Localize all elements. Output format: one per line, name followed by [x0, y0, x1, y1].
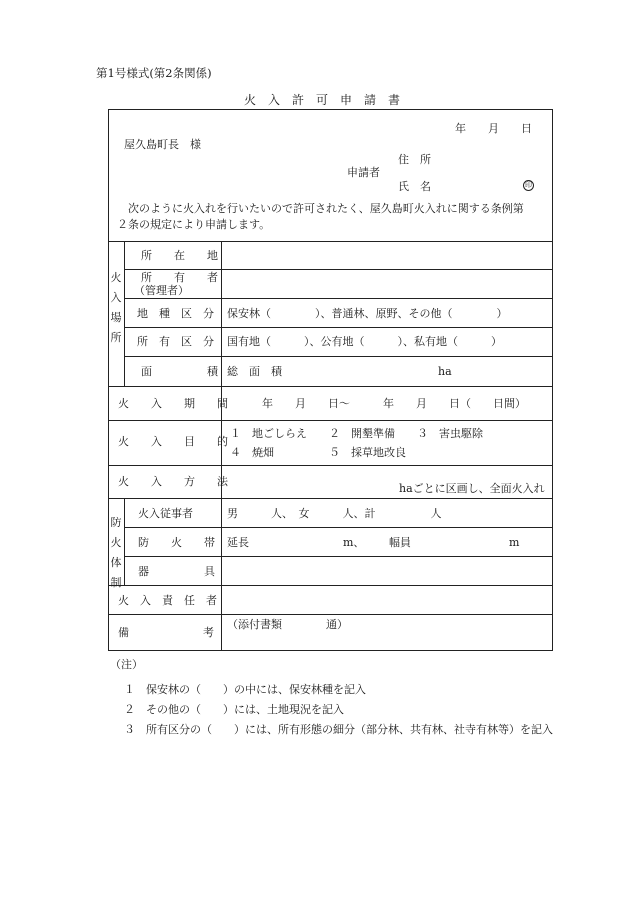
owner-label: 所 有 者 — [141, 271, 218, 284]
remarks-value: （添付書類 通） — [227, 618, 348, 631]
row-divider — [124, 298, 553, 299]
ownership-label: 所 有 区 分 — [137, 335, 214, 348]
row-divider — [124, 269, 553, 270]
name-label: 氏 名 — [398, 180, 431, 193]
row-divider — [108, 386, 553, 387]
row-divider — [108, 585, 553, 586]
note-item: ２ その他の（ ）には、土地現況を記入 — [124, 703, 344, 716]
applicant-label: 申請者 — [347, 166, 380, 179]
land-type-label: 地 種 区 分 — [137, 307, 214, 320]
form-title: 火 入 許 可 申 請 書 — [244, 93, 401, 107]
row-divider — [124, 356, 553, 357]
firebreak-length-unit: m、 — [343, 536, 365, 549]
place-group-label: 火 入 場 所 — [110, 271, 122, 344]
row-divider — [108, 614, 553, 615]
fire-prevention-group-label: 防 火 体 制 — [110, 516, 122, 589]
row-divider — [124, 527, 553, 528]
period-label: 火 入 期 間 — [118, 397, 228, 410]
area-value: 総 面 積 — [227, 365, 282, 378]
purpose-label: 火 入 目 的 — [118, 435, 228, 448]
land-type-value: 保安林（ ）、普通林、原野、その他（ ） — [227, 307, 508, 320]
area-unit: ha — [438, 365, 452, 378]
purpose-line-1: １ 地ごしらえ ２ 開墾準備 ３ 害虫駆除 — [230, 427, 483, 440]
ownership-value: 国有地（ ）、公有地（ ）、私有地（ ） — [227, 335, 502, 348]
remarks-label: 備 — [118, 626, 129, 639]
remarks-label: 考 — [203, 626, 214, 639]
firebreak-length: 延長 — [227, 536, 249, 549]
row-divider — [124, 327, 553, 328]
addressee: 屋久島町長 様 — [124, 138, 201, 151]
request-line-1: 次のように火入れを行いたいので許可されたく、屋久島町火入れに関する条例第 — [128, 202, 524, 215]
firebreak-label: 防 火 帯 — [138, 536, 215, 549]
row-divider — [108, 420, 553, 421]
date-field: 年 月 日 — [455, 122, 532, 135]
note-item: ３ 所有区分の（ ）には、所有形態の細分（部分林、共有林、社寺有林等）を記入 — [124, 723, 553, 736]
notes-heading: （注） — [110, 658, 143, 671]
equipment-label: 器 具 — [138, 565, 215, 578]
workers-label: 火入従事者 — [138, 507, 193, 520]
column-divider — [124, 498, 125, 585]
row-divider — [124, 556, 553, 557]
period-value: 年 月 日～ 年 月 日（ 日間） — [262, 397, 526, 410]
row-divider — [108, 465, 553, 466]
location-label: 所 在 地 — [141, 249, 218, 262]
note-item: １ 保安林の（ ）の中には、保安林種を記入 — [124, 683, 366, 696]
firebreak-width: 幅員 — [389, 536, 411, 549]
firebreak-width-unit: m — [509, 536, 520, 549]
row-divider — [108, 241, 553, 242]
area-label: 面 積 — [141, 365, 218, 378]
method-label: 火 入 方 法 — [118, 475, 228, 488]
seal-mark: 印 — [525, 181, 532, 189]
owner-sub-label: （管理者） — [134, 284, 189, 297]
row-divider — [108, 498, 553, 499]
column-divider — [124, 241, 125, 386]
purpose-line-2: ４ 焼畑 ５ 採草地改良 — [230, 446, 406, 459]
form-number: 第1号様式(第2条関係) — [96, 66, 212, 80]
responsible-label: 火 入 責 任 者 — [118, 594, 217, 607]
workers-value: 男 人、 女 人、計 人 — [227, 507, 442, 520]
request-line-2: ２条の規定により申請します。 — [117, 218, 271, 231]
method-value: haごとに区画し、全面火入れ — [399, 482, 545, 495]
address-label: 住 所 — [398, 153, 431, 166]
